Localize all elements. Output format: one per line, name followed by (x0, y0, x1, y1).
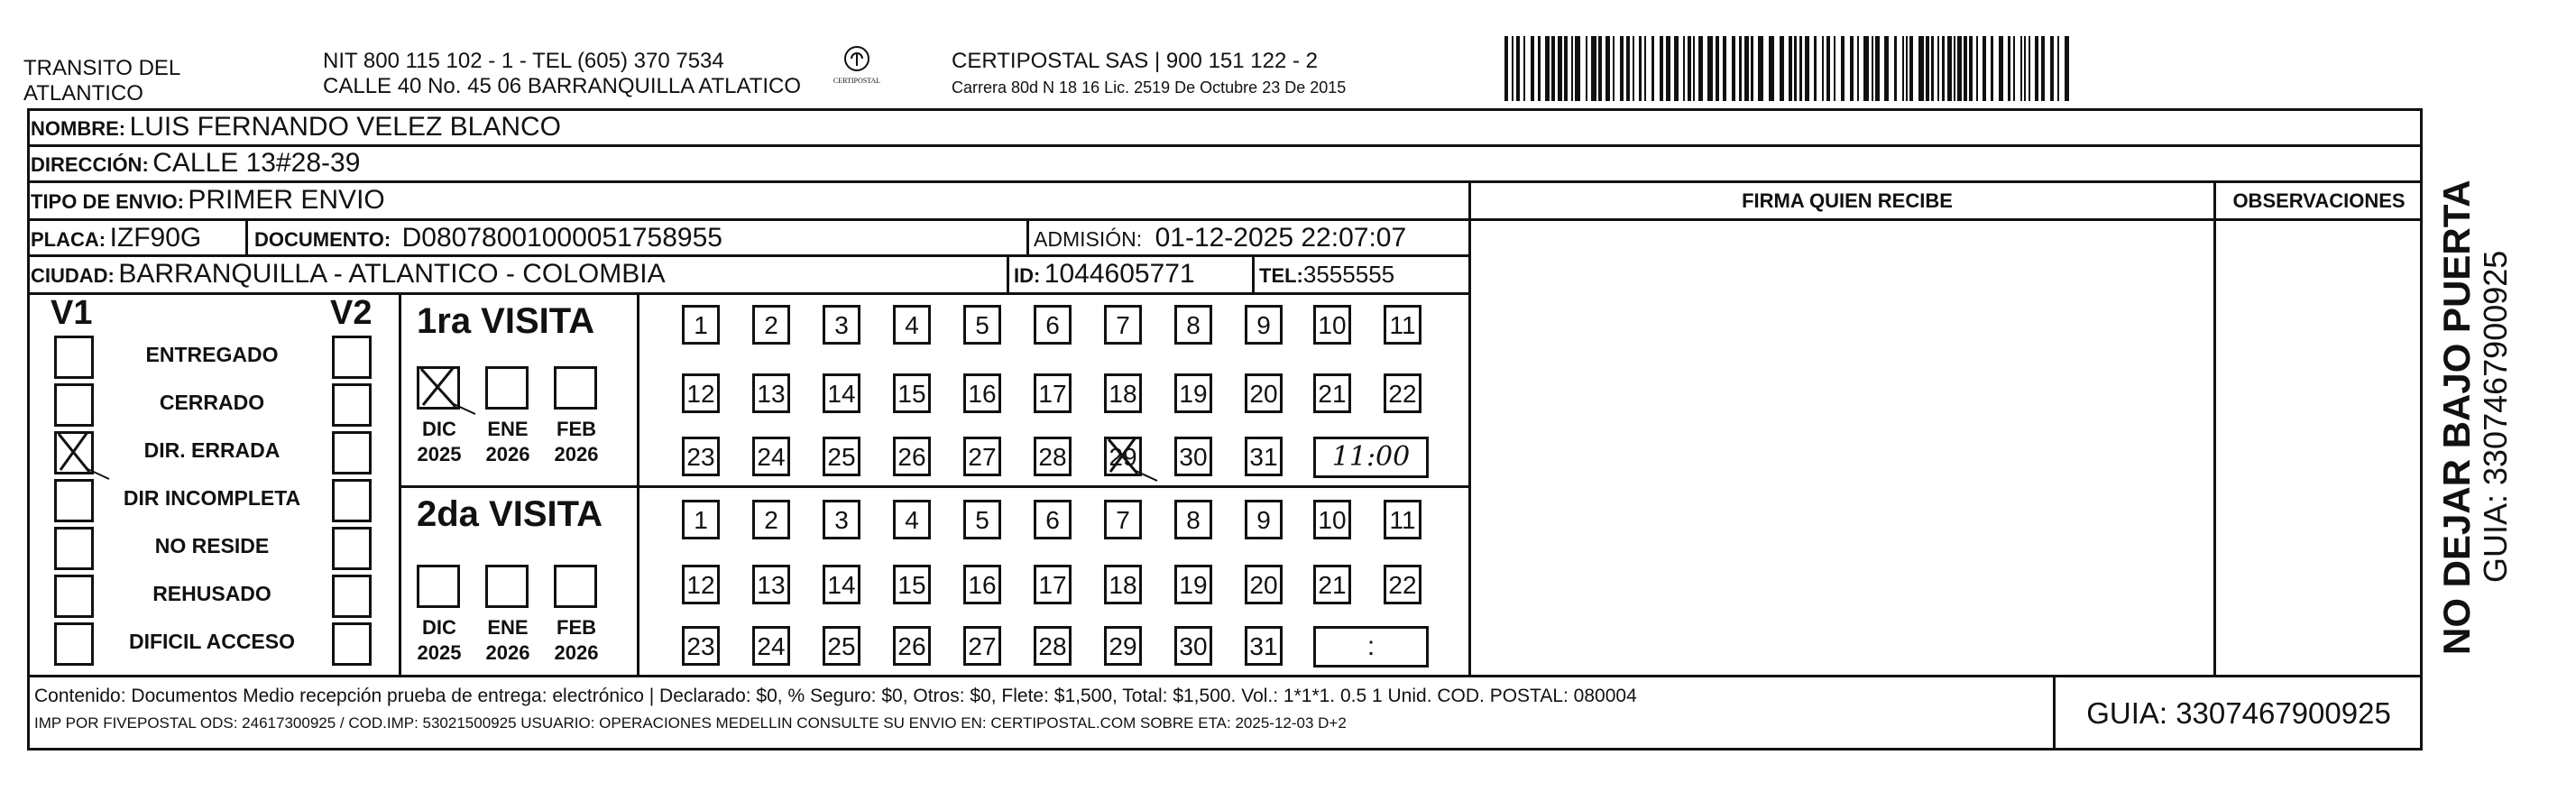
month-label: DIC 2025 (417, 418, 462, 465)
second-visit-day[interactable]: 10 (1313, 500, 1351, 539)
first-visit-time[interactable]: 11:00 (1313, 437, 1429, 478)
v1-checkbox[interactable] (54, 336, 94, 379)
first-visit-day[interactable]: 24 (752, 437, 790, 476)
month-checkbox[interactable] (554, 366, 597, 410)
org-name-line1: TRANSITO DEL (23, 56, 181, 80)
admision-label: ADMISIÓN: (1034, 227, 1143, 251)
second-visit-day[interactable]: 15 (893, 565, 931, 604)
documento-value: D08078001000051758955 (401, 223, 722, 253)
first-visit-day[interactable]: 14 (823, 373, 860, 413)
first-visit-day[interactable]: 6 (1034, 305, 1072, 345)
status-label: CERRADO (159, 391, 265, 414)
month-checkbox[interactable] (485, 565, 529, 608)
v1-checkbox[interactable] (54, 479, 94, 522)
rule (1252, 254, 1255, 292)
first-visit-day[interactable]: 17 (1034, 373, 1072, 413)
rule (2053, 675, 2056, 751)
status-label: ENTREGADO (145, 343, 279, 366)
v2-checkbox[interactable] (332, 431, 372, 474)
rule (399, 485, 1468, 488)
logo-icon (843, 45, 870, 72)
v1-checkbox[interactable] (54, 575, 94, 618)
first-visit-day[interactable]: 2 (752, 305, 790, 345)
ciudad-label: CIUDAD: (31, 264, 115, 287)
id-field (1014, 258, 1195, 295)
second-visit-day[interactable]: 19 (1174, 565, 1212, 604)
second-visit-day[interactable]: 8 (1174, 500, 1212, 539)
first-visit-day[interactable]: 18 (1104, 373, 1142, 413)
rule (245, 218, 248, 254)
first-visit-day[interactable]: 26 (893, 437, 931, 476)
first-visit-day[interactable]: 10 (1313, 305, 1351, 345)
nombre-label: NOMBRE: (31, 117, 126, 140)
second-visit-day[interactable]: 26 (893, 626, 931, 666)
first-visit-title: 1ra VISITA (417, 301, 595, 341)
tipo-envio-value: PRIMER ENVIO (188, 185, 385, 215)
id-label: ID: (1014, 264, 1041, 287)
first-visit-day[interactable]: 8 (1174, 305, 1212, 345)
month-checkbox[interactable] (485, 366, 529, 410)
second-visit-day[interactable]: 17 (1034, 565, 1072, 604)
v1-checkbox[interactable] (54, 622, 94, 666)
address-line: CALLE 40 No. 45 06 BARRANQUILLA ATLATICO (323, 74, 802, 98)
barcode (1504, 36, 2073, 101)
tel-label: TEL: (1259, 264, 1303, 287)
month-label: ENE 2026 (485, 418, 530, 465)
month-label: FEB 2026 (554, 616, 599, 664)
guia-side: GUIA: 3307467900925 (2477, 250, 2514, 583)
second-visit-day[interactable]: 4 (893, 500, 931, 539)
handwritten-x-mark (416, 365, 459, 409)
second-visit-day[interactable]: 1 (682, 500, 720, 539)
certipostal-logo (832, 45, 882, 85)
org-name (23, 56, 180, 106)
month-checkbox[interactable] (417, 565, 460, 608)
first-visit-day[interactable]: 4 (893, 305, 931, 345)
v1-checkbox[interactable] (54, 431, 94, 474)
placa-field (31, 222, 201, 259)
rule (1468, 180, 1471, 675)
v2-checkbox[interactable] (332, 336, 372, 379)
first-visit-day[interactable]: 22 (1384, 373, 1421, 413)
first-visit-day[interactable]: 23 (682, 437, 720, 476)
firma-header: FIRMA QUIEN RECIBE (1742, 189, 1953, 212)
second-visit-day[interactable]: 28 (1034, 626, 1072, 666)
rule (1026, 218, 1029, 254)
first-visit-day[interactable]: 9 (1245, 305, 1283, 345)
handwritten-x-mark (53, 430, 93, 474)
status-label: REHUSADO (152, 582, 271, 605)
month-checkbox[interactable] (417, 366, 460, 410)
second-visit-day[interactable]: 12 (682, 565, 720, 604)
status-label: NO RESIDE (154, 534, 270, 557)
month-label: DIC 2025 (417, 616, 462, 664)
direccion-value: CALLE 13#28-39 (152, 148, 361, 178)
id-value: 1044605771 (1044, 259, 1195, 289)
admision-value: 01-12-2025 22:07:07 (1155, 223, 1407, 253)
second-visit-day[interactable]: 2 (752, 500, 790, 539)
nit-line: NIT 800 115 102 - 1 - TEL (605) 370 7534 (323, 49, 724, 73)
second-visit-day[interactable]: 25 (823, 626, 860, 666)
second-visit-time[interactable]: : (1313, 626, 1429, 668)
admision-field (1034, 222, 1406, 259)
direccion-label: DIRECCIÓN: (31, 153, 149, 176)
second-visit-day[interactable]: 11 (1384, 500, 1421, 539)
first-visit-day[interactable]: 19 (1174, 373, 1212, 413)
handwritten-x-mark (1103, 436, 1141, 475)
status-label: DIR. ERRADA (143, 438, 281, 462)
first-visit-day[interactable]: 28 (1034, 437, 1072, 476)
first-visit-day[interactable]: 16 (963, 373, 1001, 413)
status-label: DIR INCOMPLETA (123, 486, 301, 510)
license-line: Carrera 80d N 18 16 Lic. 2519 De Octubre 23 De 2015 (952, 78, 1347, 97)
rule (1007, 254, 1009, 292)
second-visit-day[interactable]: 13 (752, 565, 790, 604)
rule (2213, 180, 2216, 675)
rule (637, 292, 639, 675)
first-visit-day[interactable]: 29 (1104, 437, 1142, 476)
company-line: CERTIPOSTAL SAS | 900 151 122 - 2 (952, 49, 1318, 73)
second-visit-day[interactable]: 24 (752, 626, 790, 666)
first-visit-day[interactable]: 3 (823, 305, 860, 345)
observaciones-header: OBSERVACIONES (2232, 189, 2406, 212)
org-name-line2: ATLANTICO (23, 81, 143, 106)
first-visit-day[interactable]: 12 (682, 373, 720, 413)
second-visit-day[interactable]: 27 (963, 626, 1001, 666)
first-visit-day[interactable]: 11 (1384, 305, 1421, 345)
v2-checkbox[interactable] (332, 622, 372, 666)
first-visit-day[interactable]: 31 (1245, 437, 1283, 476)
imp-text: IMP POR FIVEPOSTAL ODS: 24617300925 / COD.IMP: 53021500925 USUARIO: OPERACIONES MEDELLIN CONSULTE SU ENVIO EN: CERTIPOSTAL.COM SOBRE ETA: 2025-12-03 D+2 (34, 714, 1347, 732)
first-visit-day[interactable]: 7 (1104, 305, 1142, 345)
month-label: ENE 2026 (485, 616, 530, 664)
second-visit-day[interactable]: 30 (1174, 626, 1212, 666)
second-visit-day[interactable]: 9 (1245, 500, 1283, 539)
first-visit-day[interactable]: 15 (893, 373, 931, 413)
direccion-field (31, 148, 360, 183)
status-label: DIFICIL ACCESO (128, 630, 295, 653)
contenido-text: Contenido: Documentos Medio recepción prueba de entrega: electrónico | Declarado: $0, % Seguro: $0, Otros: $0, Flete: $1,500, Total: $1,500. Vol.: 1*1*1. 0.5 1 Unid. COD. POSTAL: 080004 (34, 686, 1637, 706)
second-visit-day[interactable]: 18 (1104, 565, 1142, 604)
placa-value: IZF90G (109, 223, 202, 253)
v2-checkbox[interactable] (332, 527, 372, 570)
first-visit-day[interactable]: 25 (823, 437, 860, 476)
v2-checkbox[interactable] (332, 479, 372, 522)
first-visit-day[interactable]: 30 (1174, 437, 1212, 476)
second-visit-day[interactable]: 7 (1104, 500, 1142, 539)
nombre-value: LUIS FERNANDO VELEZ BLANCO (129, 112, 562, 142)
v2-checkbox[interactable] (332, 383, 372, 427)
v2-checkbox[interactable] (332, 575, 372, 618)
second-visit-day[interactable]: 3 (823, 500, 860, 539)
tel-field (1259, 258, 1394, 295)
month-label: FEB 2026 (554, 418, 599, 465)
guia-footer: GUIA: 3307467900925 (2086, 696, 2391, 730)
v1-header: V1 (51, 294, 93, 332)
second-visit-title: 2da VISITA (417, 494, 603, 534)
v1-checkbox[interactable] (54, 383, 94, 427)
first-visit-day[interactable]: 1 (682, 305, 720, 345)
second-visit-day[interactable]: 21 (1313, 565, 1351, 604)
second-visit-day[interactable]: 6 (1034, 500, 1072, 539)
first-visit-day[interactable]: 13 (752, 373, 790, 413)
second-visit-day[interactable]: 22 (1384, 565, 1421, 604)
ciudad-field (31, 258, 666, 295)
ciudad-value: BARRANQUILLA - ATLANTICO - COLOMBIA (118, 259, 666, 289)
documento-field (254, 222, 722, 259)
month-checkbox[interactable] (554, 565, 597, 608)
tel-value: 3555555 (1302, 261, 1395, 288)
second-visit-day[interactable]: 29 (1104, 626, 1142, 666)
rule (27, 675, 2423, 677)
second-visit-day[interactable]: 5 (963, 500, 1001, 539)
no-dejar-warning: NO DEJAR BAJO PUERTA (2435, 180, 2478, 655)
v2-header: V2 (330, 294, 373, 332)
documento-label: DOCUMENTO: (254, 228, 391, 251)
first-visit-day[interactable]: 20 (1245, 373, 1283, 413)
logo-text: CERTIPOSTAL (833, 77, 881, 85)
second-visit-day[interactable]: 20 (1245, 565, 1283, 604)
org-contact (323, 49, 801, 99)
v1-checkbox[interactable] (54, 527, 94, 570)
first-visit-day[interactable]: 21 (1313, 373, 1351, 413)
rule (27, 180, 2423, 183)
first-visit-day[interactable]: 5 (963, 305, 1001, 345)
second-visit-day[interactable]: 31 (1245, 626, 1283, 666)
placa-label: PLACA: (31, 228, 106, 251)
tipo-envio-label: TIPO DE ENVIO: (31, 190, 184, 213)
company-info (952, 49, 1346, 97)
rule (1468, 218, 2423, 221)
tipo-envio-field (31, 184, 385, 221)
second-visit-day[interactable]: 16 (963, 565, 1001, 604)
rule (399, 292, 401, 675)
second-visit-day[interactable]: 23 (682, 626, 720, 666)
first-visit-day[interactable]: 27 (963, 437, 1001, 476)
nombre-field (31, 112, 561, 147)
second-visit-day[interactable]: 14 (823, 565, 860, 604)
